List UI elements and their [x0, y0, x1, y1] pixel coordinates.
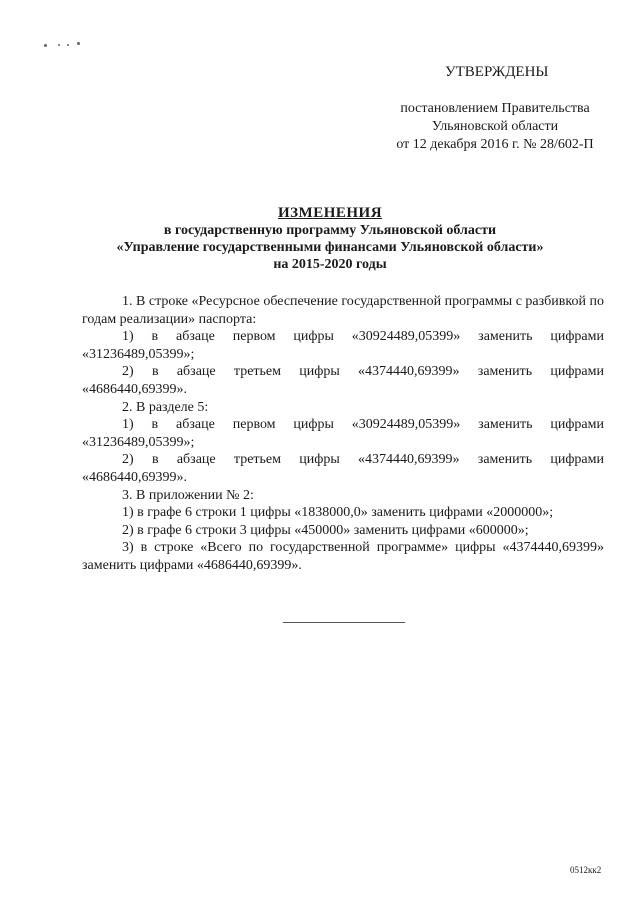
- section-1-intro: 1. В строке «Ресурсное обеспечение государственной программы с разбивкой по годам реализации» паспорта:: [82, 294, 604, 327]
- decree-line: Ульяновской области: [431, 119, 559, 134]
- decree-line: постановлением Правительства: [400, 101, 590, 116]
- section-2-item: 1) в абзаце первом цифры «30924489,05399» заменить цифрами «31236489,05399»;: [82, 417, 604, 450]
- end-separator-line: [283, 622, 405, 623]
- approval-stamp: УТВЕРЖДЕНЫ: [445, 64, 549, 80]
- document-title: [60, 205, 600, 273]
- scan-speck: [67, 44, 69, 46]
- document-body: [82, 293, 604, 575]
- decree-line: от 12 декабря 2016 г. № 28/602-П: [396, 137, 594, 152]
- approval-decree: [380, 100, 610, 154]
- section-1-item: 1) в абзаце первом цифры «30924489,05399» заменить цифрами «31236489,05399»;: [82, 329, 604, 362]
- title-line: «Управление государственными финансами Ульяновской области»: [116, 240, 544, 255]
- title-line: в государственную программу Ульяновской области: [163, 223, 497, 238]
- scan-speck: [44, 44, 47, 47]
- section-3-item: 1) в графе 6 строки 1 цифры «1838000,0» заменить цифрами «2000000»;: [122, 505, 554, 521]
- document-code: 0512кк2: [570, 865, 602, 875]
- title-heading: ИЗМЕНЕНИЯ: [277, 205, 383, 221]
- section-1-item: 2) в абзаце третьем цифры «4374440,69399» заменить цифрами «4686440,69399».: [82, 364, 604, 397]
- section-2-item: 2) в абзаце третьем цифры «4374440,69399» заменить цифрами «4686440,69399».: [82, 452, 604, 485]
- section-2-intro: 2. В разделе 5:: [122, 399, 209, 415]
- title-line: на 2015-2020 годы: [273, 257, 387, 272]
- scan-speck: [77, 42, 80, 45]
- scan-speck: [58, 44, 60, 46]
- section-3-item: 3) в строке «Всего по государственной программе» цифры «4374440,69399» заменить цифрами «4686440,69399».: [82, 540, 604, 573]
- section-3-item: 2) в графе 6 строки 3 цифры «450000» заменить цифрами «600000»;: [122, 522, 529, 538]
- section-3-intro: 3. В приложении № 2:: [122, 487, 254, 503]
